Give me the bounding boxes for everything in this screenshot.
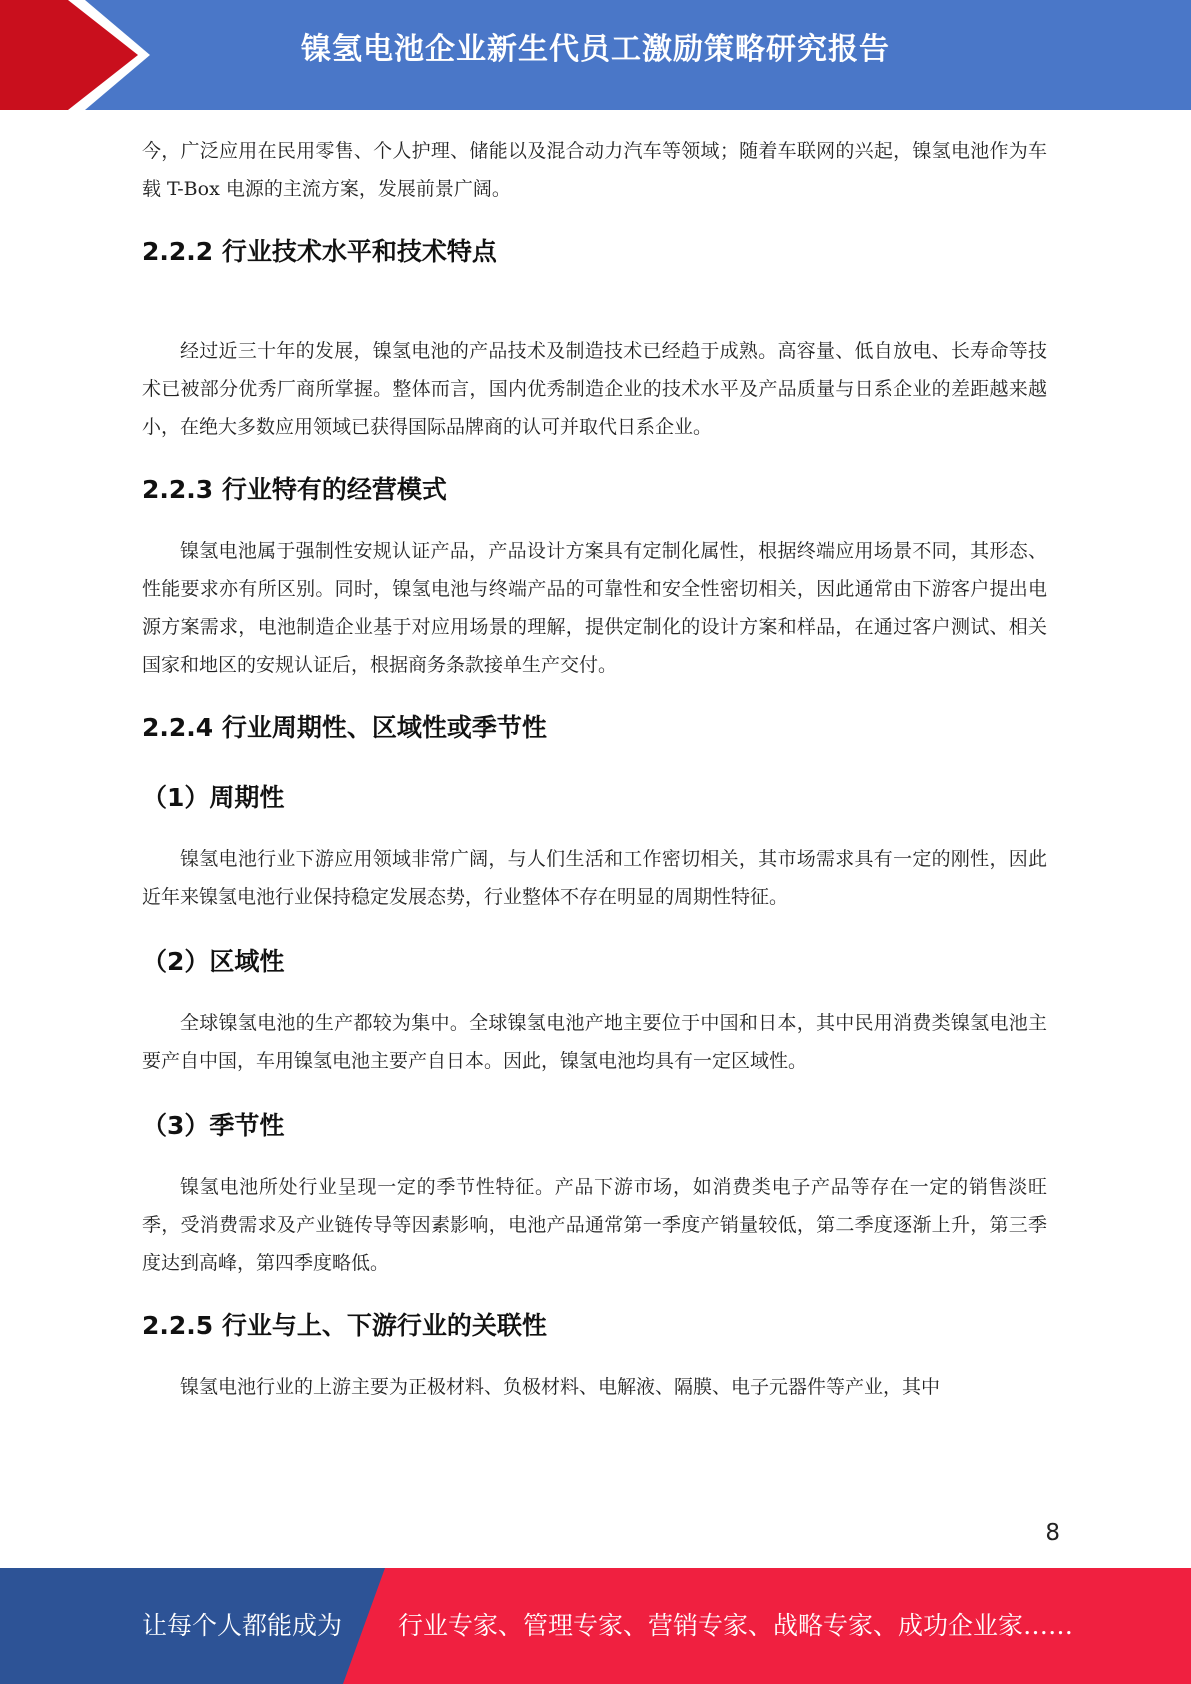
subsection-seasonality-heading: （3）季节性 <box>142 1111 285 1140</box>
section-2-2-3-heading: 2.2.3 行业特有的经营模式 <box>142 475 447 504</box>
intro-paragraph: 今，广泛应用在民用零售、个人护理、储能以及混合动力汽车等领域；随着车联网的兴起，镍氢电池作为车载 T-Box 电源的主流方案，发展前景广阔。 <box>142 140 1047 200</box>
subsection-seasonality-paragraph: 镍氢电池所处行业呈现一定的季节性特征。产品下游市场，如消费类电子产品等存在一定的销售淡旺季，受消费需求及产业链传导等因素影响，电池产品通常第一季度产销量较低，第二季度逐渐上升，第三季度达到高峰，第四季度略低。 <box>142 1176 1047 1274</box>
subsection-regionality-heading: （2）区域性 <box>142 947 285 976</box>
section-2-2-4-heading: 2.2.4 行业周期性、区域性或季节性 <box>142 713 547 742</box>
footer-slogan-right: 行业专家、管理专家、营销专家、战略专家、成功企业家…… <box>398 1611 1074 1640</box>
section-2-2-5-heading: 2.2.5 行业与上、下游行业的关联性 <box>142 1311 547 1340</box>
section-2-2-3-paragraph: 镍氢电池属于强制性安规认证产品，产品设计方案具有定制化属性，根据终端应用场景不同，其形态、性能要求亦有所区别。同时，镍氢电池与终端产品的可靠性和安全性密切相关，因此通常由下游客户提出电源方案需求，电池制造企业基于对应用场景的理解，提供定制化的设计方案和样品，在通过客户测试、相关国家和地区的安规认证后，根据商务条款接单生产交付。 <box>142 540 1047 676</box>
page-footer <box>0 1568 1191 1684</box>
section-2-2-5-paragraph: 镍氢电池行业的上游主要为正极材料、负极材料、电解液、隔膜、电子元器件等产业，其中 <box>180 1376 941 1398</box>
page-number: 8 <box>1045 1520 1060 1546</box>
page-header <box>0 0 1191 110</box>
report-title: 镍氢电池企业新生代员工激励策略研究报告 <box>301 32 890 67</box>
subsection-regionality-paragraph: 全球镍氢电池的生产都较为集中。全球镍氢电池产地主要位于中国和日本，其中民用消费类镍氢电池主要产自中国，车用镍氢电池主要产自日本。因此，镍氢电池均具有一定区域性。 <box>142 1012 1047 1072</box>
document-body <box>142 132 1047 1406</box>
section-2-2-2-paragraph: 经过近三十年的发展，镍氢电池的产品技术及制造技术已经趋于成熟。高容量、低自放电、长寿命等技术已被部分优秀厂商所掌握。整体而言，国内优秀制造企业的技术水平及产品质量与日系企业的差距越来越小，在绝大多数应用领域已获得国际品牌商的认可并取代日系企业。 <box>142 340 1047 438</box>
subsection-cyclicality-heading: （1）周期性 <box>142 783 285 812</box>
subsection-cyclicality-paragraph: 镍氢电池行业下游应用领域非常广阔，与人们生活和工作密切相关，其市场需求具有一定的刚性，因此近年来镍氢电池行业保持稳定发展态势，行业整体不存在明显的周期性特征。 <box>142 848 1047 908</box>
footer-slogan-left: 让每个人都能成为 <box>142 1611 343 1640</box>
section-2-2-2-heading: 2.2.2 行业技术水平和技术特点 <box>142 237 497 266</box>
